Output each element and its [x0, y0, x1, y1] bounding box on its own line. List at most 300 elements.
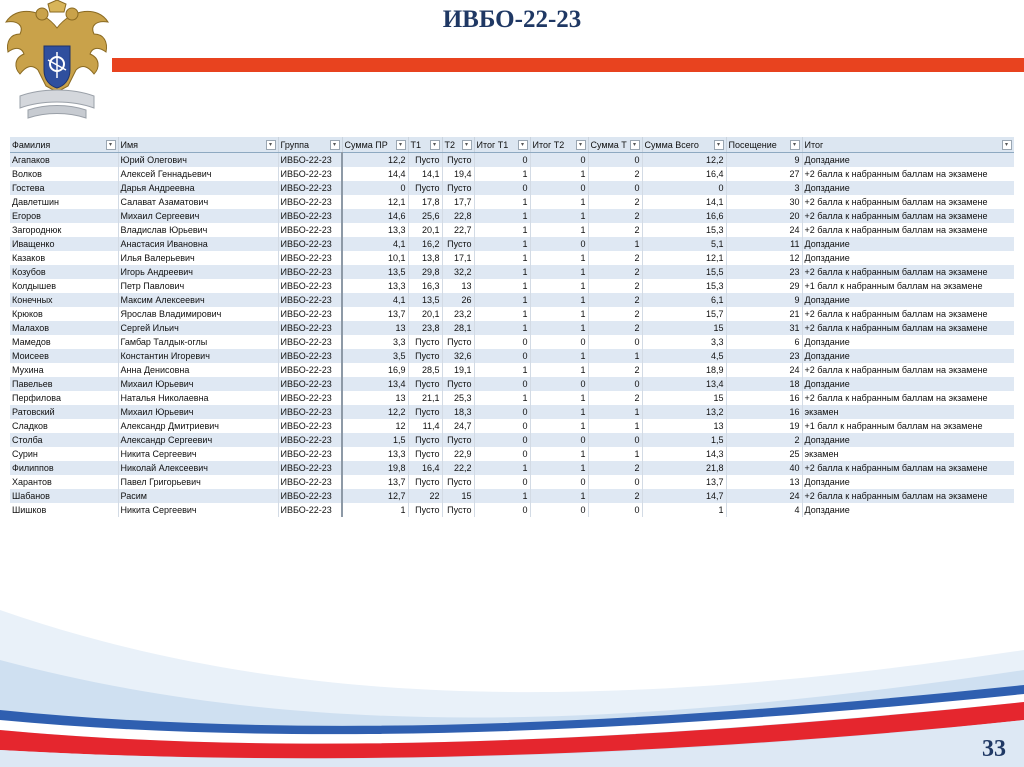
table-row — [10, 475, 1014, 489]
table-cell: 9 — [726, 153, 802, 168]
table-cell: экзамен — [802, 405, 1014, 419]
table-cell: 1 — [530, 293, 588, 307]
table-cell: 12,2 — [342, 405, 408, 419]
table-cell: 4,5 — [642, 349, 726, 363]
table-cell: 15,3 — [642, 223, 726, 237]
table-cell: 21,1 — [408, 391, 442, 405]
table-cell: 26 — [442, 293, 474, 307]
column-header — [726, 137, 802, 153]
table-cell: Алексей Геннадьевич — [118, 167, 278, 181]
table-cell: 0 — [474, 433, 530, 447]
table-cell: Илья Валерьевич — [118, 251, 278, 265]
table-cell: ИВБО-22-23 — [278, 475, 342, 489]
table-cell: 0 — [642, 181, 726, 195]
table-cell: Пусто — [408, 181, 442, 195]
table-cell: 1 — [530, 447, 588, 461]
table-cell: 12,2 — [342, 153, 408, 168]
table-cell: ИВБО-22-23 — [278, 237, 342, 251]
table-cell: 1 — [530, 279, 588, 293]
table-cell: 18,9 — [642, 363, 726, 377]
table-row — [10, 307, 1014, 321]
table-cell: 0 — [588, 181, 642, 195]
table-cell: Пусто — [408, 153, 442, 168]
table-cell: 16,4 — [408, 461, 442, 475]
table-cell: 13,4 — [342, 377, 408, 391]
table-cell: 1 — [588, 237, 642, 251]
table-cell: 28,5 — [408, 363, 442, 377]
table-cell: 1 — [474, 251, 530, 265]
table-cell: 13,3 — [342, 223, 408, 237]
table-cell: 24 — [726, 223, 802, 237]
table-row — [10, 377, 1014, 391]
table-cell: 0 — [474, 503, 530, 517]
filter-dropdown-icon[interactable]: ▾ — [396, 140, 406, 150]
table-cell: Николай Алексеевич — [118, 461, 278, 475]
filter-dropdown-icon[interactable]: ▾ — [790, 140, 800, 150]
table-cell: ИВБО-22-23 — [278, 321, 342, 335]
table-cell: 1 — [474, 363, 530, 377]
table-cell: +2 балла к набранным баллам на экзамене — [802, 209, 1014, 223]
table-cell: 18,3 — [442, 405, 474, 419]
table-cell: ИВБО-22-23 — [278, 433, 342, 447]
filter-dropdown-icon[interactable]: ▾ — [430, 140, 440, 150]
table-cell: 1 — [474, 391, 530, 405]
table-cell: 14,7 — [642, 489, 726, 503]
table-cell: 2 — [588, 293, 642, 307]
table-cell: 0 — [530, 503, 588, 517]
table-cell: 1 — [342, 503, 408, 517]
table-cell: Пусто — [408, 405, 442, 419]
table-cell: 13 — [342, 391, 408, 405]
table-body — [10, 153, 1014, 518]
table-row — [10, 363, 1014, 377]
table-cell: +2 балла к набранным баллам на экзамене — [802, 307, 1014, 321]
table-cell: 2 — [588, 391, 642, 405]
table-cell: Пусто — [408, 433, 442, 447]
title-accent-bar — [112, 58, 1024, 72]
spreadsheet — [10, 137, 1014, 543]
table-cell: 1 — [642, 503, 726, 517]
table-cell: Александр Сергеевич — [118, 433, 278, 447]
table-cell: ИВБО-22-23 — [278, 363, 342, 377]
table-cell: ИВБО-22-23 — [278, 307, 342, 321]
table-cell: 1 — [588, 405, 642, 419]
table-cell: 1 — [530, 405, 588, 419]
table-cell: 2 — [588, 209, 642, 223]
filter-dropdown-icon[interactable]: ▾ — [714, 140, 724, 150]
table-cell: Сергей Ильич — [118, 321, 278, 335]
table-cell: 17,1 — [442, 251, 474, 265]
table-cell: 1 — [530, 363, 588, 377]
table-cell: 0 — [588, 335, 642, 349]
table-cell: ИВБО-22-23 — [278, 377, 342, 391]
table-cell: Иващенко — [10, 237, 118, 251]
table-cell: 6,1 — [642, 293, 726, 307]
table-cell: Павел Григорьевич — [118, 475, 278, 489]
table-cell: Волков — [10, 167, 118, 181]
table-cell: экзамен — [802, 447, 1014, 461]
table-cell: 13 — [642, 419, 726, 433]
table-cell: Наталья Николаевна — [118, 391, 278, 405]
column-header-label: Т2 — [444, 139, 456, 150]
table-cell: Юрий Олегович — [118, 153, 278, 168]
table-row — [10, 279, 1014, 293]
table-row — [10, 251, 1014, 265]
filter-dropdown-icon[interactable]: ▾ — [630, 140, 640, 150]
table-cell: Конечных — [10, 293, 118, 307]
table-cell: ИВБО-22-23 — [278, 489, 342, 503]
table-row — [10, 181, 1014, 195]
table-cell: 22,7 — [442, 223, 474, 237]
column-header-label: Группа — [280, 139, 310, 150]
table-row — [10, 321, 1014, 335]
table-cell: ИВБО-22-23 — [278, 167, 342, 181]
table-cell: 0 — [530, 237, 588, 251]
table-cell: 0 — [474, 153, 530, 168]
table-cell: 2 — [588, 461, 642, 475]
table-cell: 32,2 — [442, 265, 474, 279]
table-cell: 1 — [530, 265, 588, 279]
table-cell: 16,9 — [342, 363, 408, 377]
table-cell: 1 — [530, 209, 588, 223]
table-cell: Харантов — [10, 475, 118, 489]
table-cell: Пусто — [408, 335, 442, 349]
table-cell: 0 — [530, 335, 588, 349]
table-cell: 14,6 — [342, 209, 408, 223]
table-cell: 15 — [642, 321, 726, 335]
table-cell: 3,3 — [642, 335, 726, 349]
column-header — [642, 137, 726, 153]
table-cell: 0 — [474, 405, 530, 419]
table-cell: 1 — [530, 419, 588, 433]
table-cell: 14,1 — [642, 195, 726, 209]
table-cell: 1 — [530, 349, 588, 363]
table-cell: Филиппов — [10, 461, 118, 475]
table-cell: 16,4 — [642, 167, 726, 181]
table-cell: 1 — [588, 447, 642, 461]
table-cell: 11 — [726, 237, 802, 251]
table-cell: 1 — [530, 223, 588, 237]
table-row — [10, 167, 1014, 181]
filter-dropdown-icon[interactable]: ▾ — [518, 140, 528, 150]
table-cell: 15,3 — [642, 279, 726, 293]
table-cell: 21 — [726, 307, 802, 321]
column-header — [802, 137, 1014, 153]
table-cell: 0 — [474, 475, 530, 489]
table-cell: Владислав Юрьевич — [118, 223, 278, 237]
table-cell: +1 балл к набранным баллам на экзамене — [802, 279, 1014, 293]
table-cell: 2 — [588, 489, 642, 503]
table-cell: Сладков — [10, 419, 118, 433]
table-cell: Пусто — [408, 447, 442, 461]
table-cell: 23 — [726, 265, 802, 279]
table-cell: 5,1 — [642, 237, 726, 251]
table-cell: 12,2 — [642, 153, 726, 168]
table-cell: 1 — [474, 195, 530, 209]
table-cell: 12,7 — [342, 489, 408, 503]
table-cell: 23 — [726, 349, 802, 363]
table-cell: Допздание — [802, 251, 1014, 265]
table-cell: 13,2 — [642, 405, 726, 419]
column-header — [118, 137, 278, 153]
table-cell: 13,7 — [642, 475, 726, 489]
table-cell: 15 — [642, 391, 726, 405]
filter-dropdown-icon[interactable]: ▾ — [330, 140, 340, 150]
table-cell: ИВБО-22-23 — [278, 503, 342, 517]
table-cell: 19,8 — [342, 461, 408, 475]
column-header — [278, 137, 342, 153]
table-cell: Александр Дмитриевич — [118, 419, 278, 433]
table-cell: 0 — [530, 181, 588, 195]
table-cell: 10,1 — [342, 251, 408, 265]
table-cell: 2 — [588, 167, 642, 181]
table-cell: ИВБО-22-23 — [278, 461, 342, 475]
table-cell: 25 — [726, 447, 802, 461]
filter-dropdown-icon[interactable]: ▾ — [1002, 140, 1012, 150]
table-row — [10, 153, 1014, 168]
column-header-label: Т1 — [410, 139, 422, 150]
table-cell: 0 — [530, 475, 588, 489]
table-cell: 13 — [342, 321, 408, 335]
table-cell: 1 — [530, 167, 588, 181]
table-cell: 27 — [726, 167, 802, 181]
table-cell: ИВБО-22-23 — [278, 209, 342, 223]
column-header-label: Фамилия — [12, 139, 51, 150]
table-cell: 2 — [588, 363, 642, 377]
page-number: 33 — [982, 736, 1006, 762]
table-cell: 20,1 — [408, 307, 442, 321]
table-cell: 22 — [408, 489, 442, 503]
table-cell: +2 балла к набранным баллам на экзамене — [802, 265, 1014, 279]
table-cell: 4,1 — [342, 293, 408, 307]
table-cell: Мамедов — [10, 335, 118, 349]
table-cell: ИВБО-22-23 — [278, 335, 342, 349]
table-cell: Дарья Андреевна — [118, 181, 278, 195]
table-cell: +2 балла к набранным баллам на экзамене — [802, 489, 1014, 503]
table-cell: 4,1 — [342, 237, 408, 251]
grades-table — [10, 137, 1014, 517]
table-cell: ИВБО-22-23 — [278, 447, 342, 461]
table-cell: 22,2 — [442, 461, 474, 475]
table-cell: Михаил Юрьевич — [118, 405, 278, 419]
table-row — [10, 503, 1014, 517]
table-cell: Малахов — [10, 321, 118, 335]
column-header-label: Посещение — [728, 139, 777, 150]
filter-dropdown-icon[interactable]: ▾ — [106, 140, 116, 150]
table-cell: 0 — [474, 181, 530, 195]
table-cell: 13 — [726, 475, 802, 489]
table-cell: 13,3 — [342, 279, 408, 293]
table-cell: 1 — [474, 321, 530, 335]
table-cell: 31 — [726, 321, 802, 335]
footer-waves — [0, 590, 1024, 767]
table-cell: 1,5 — [642, 433, 726, 447]
table-cell: Допздание — [802, 475, 1014, 489]
table-cell: Сурин — [10, 447, 118, 461]
table-cell: Допздание — [802, 237, 1014, 251]
table-cell: Ярослав Владимирович — [118, 307, 278, 321]
table-cell: 0 — [474, 377, 530, 391]
table-cell: Мухина — [10, 363, 118, 377]
table-cell: 1 — [474, 489, 530, 503]
column-header-label: Имя — [120, 139, 139, 150]
table-cell: 1 — [474, 237, 530, 251]
filter-dropdown-icon[interactable]: ▾ — [462, 140, 472, 150]
table-cell: 28,1 — [442, 321, 474, 335]
table-cell: 2 — [588, 307, 642, 321]
table-row — [10, 405, 1014, 419]
table-cell: 32,6 — [442, 349, 474, 363]
table-cell: Пусто — [442, 433, 474, 447]
table-cell: 23,2 — [442, 307, 474, 321]
table-cell: +2 балла к набранным баллам на экзамене — [802, 223, 1014, 237]
column-header — [474, 137, 530, 153]
table-cell: 18 — [726, 377, 802, 391]
table-cell: Пусто — [442, 377, 474, 391]
header-row — [10, 137, 1014, 153]
table-cell: 14,3 — [642, 447, 726, 461]
table-cell: 23,8 — [408, 321, 442, 335]
table-cell: Егоров — [10, 209, 118, 223]
table-cell: Никита Сергеевич — [118, 503, 278, 517]
table-cell: 1 — [474, 223, 530, 237]
table-cell: +1 балл к набранным баллам на экзамене — [802, 419, 1014, 433]
table-cell: 1 — [530, 251, 588, 265]
table-cell: 13,7 — [342, 307, 408, 321]
table-cell: Допздание — [802, 153, 1014, 168]
table-cell: 1 — [588, 349, 642, 363]
table-cell: ИВБО-22-23 — [278, 251, 342, 265]
table-cell: Допздание — [802, 377, 1014, 391]
table-cell: 0 — [474, 447, 530, 461]
table-cell: Допздание — [802, 181, 1014, 195]
table-cell: +2 балла к набранным баллам на экзамене — [802, 167, 1014, 181]
table-cell: 13,8 — [408, 251, 442, 265]
table-cell: 14,4 — [342, 167, 408, 181]
table-cell: ИВБО-22-23 — [278, 181, 342, 195]
table-cell: 24 — [726, 363, 802, 377]
table-row — [10, 237, 1014, 251]
table-cell: 2 — [588, 223, 642, 237]
table-cell: Допздание — [802, 335, 1014, 349]
table-row — [10, 349, 1014, 363]
table-cell: 19 — [726, 419, 802, 433]
table-cell: Пусто — [408, 377, 442, 391]
column-header-label: Сумма Всего — [644, 139, 699, 150]
table-cell: 2 — [588, 265, 642, 279]
filter-dropdown-icon[interactable]: ▾ — [266, 140, 276, 150]
table-cell: Казаков — [10, 251, 118, 265]
table-cell: 0 — [588, 475, 642, 489]
table-cell: Столба — [10, 433, 118, 447]
table-cell: 12,1 — [642, 251, 726, 265]
table-cell: Ратовский — [10, 405, 118, 419]
column-header — [530, 137, 588, 153]
table-cell: ИВБО-22-23 — [278, 349, 342, 363]
table-cell: 0 — [530, 433, 588, 447]
table-row — [10, 461, 1014, 475]
table-cell: Павельев — [10, 377, 118, 391]
table-cell: ИВБО-22-23 — [278, 405, 342, 419]
table-cell: Пусто — [442, 335, 474, 349]
table-cell: 0 — [588, 377, 642, 391]
table-cell: 13,5 — [342, 265, 408, 279]
table-cell: 1 — [474, 279, 530, 293]
table-cell: 22,9 — [442, 447, 474, 461]
table-cell: 15,5 — [642, 265, 726, 279]
table-cell: 1 — [474, 209, 530, 223]
table-cell: 12 — [726, 251, 802, 265]
table-cell: Пусто — [442, 503, 474, 517]
table-cell: ИВБО-22-23 — [278, 293, 342, 307]
column-header — [342, 137, 408, 153]
table-cell: Пусто — [408, 475, 442, 489]
table-cell: 6 — [726, 335, 802, 349]
table-cell: 12 — [342, 419, 408, 433]
table-cell: 1 — [588, 419, 642, 433]
table-row — [10, 265, 1014, 279]
table-cell: 0 — [530, 377, 588, 391]
table-cell: 0 — [588, 433, 642, 447]
table-cell: 13,3 — [342, 447, 408, 461]
table-cell: 2 — [588, 251, 642, 265]
table-cell: Крюков — [10, 307, 118, 321]
table-cell: ИВБО-22-23 — [278, 391, 342, 405]
table-cell: ИВБО-22-23 — [278, 419, 342, 433]
table-cell: 19,4 — [442, 167, 474, 181]
table-cell: Моисеев — [10, 349, 118, 363]
table-cell: 0 — [342, 181, 408, 195]
table-cell: 2 — [588, 195, 642, 209]
table-cell: 12,1 — [342, 195, 408, 209]
table-cell: ИВБО-22-23 — [278, 265, 342, 279]
table-cell: 2 — [588, 279, 642, 293]
table-cell: Пусто — [442, 181, 474, 195]
table-cell: +2 балла к набранным баллам на экзамене — [802, 363, 1014, 377]
filter-dropdown-icon[interactable]: ▾ — [576, 140, 586, 150]
table-cell: 2 — [726, 433, 802, 447]
table-cell: 16 — [726, 391, 802, 405]
table-cell: 1 — [474, 265, 530, 279]
table-cell: 3,5 — [342, 349, 408, 363]
table-cell: Никита Сергеевич — [118, 447, 278, 461]
table-cell: Козубов — [10, 265, 118, 279]
table-cell: 1 — [530, 307, 588, 321]
table-cell: Пусто — [442, 153, 474, 168]
table-row — [10, 223, 1014, 237]
table-cell: Допздание — [802, 503, 1014, 517]
table-cell: Гостева — [10, 181, 118, 195]
table-cell: ИВБО-22-23 — [278, 279, 342, 293]
table-cell: 1 — [530, 321, 588, 335]
column-header — [588, 137, 642, 153]
table-cell: 1 — [530, 391, 588, 405]
table-cell: 24,7 — [442, 419, 474, 433]
table-cell: Анастасия Ивановна — [118, 237, 278, 251]
table-cell: 1 — [474, 293, 530, 307]
table-cell: 0 — [588, 503, 642, 517]
table-cell: Агапаков — [10, 153, 118, 168]
table-row — [10, 433, 1014, 447]
table-cell: 4 — [726, 503, 802, 517]
table-cell: 0 — [588, 153, 642, 168]
table-cell: 13,5 — [408, 293, 442, 307]
column-header-label: Итог Т1 — [476, 139, 509, 150]
table-cell: Петр Павлович — [118, 279, 278, 293]
table-cell: +2 балла к набранным баллам на экзамене — [802, 391, 1014, 405]
table-cell: +2 балла к набранным баллам на экзамене — [802, 321, 1014, 335]
table-cell: Михаил Юрьевич — [118, 377, 278, 391]
